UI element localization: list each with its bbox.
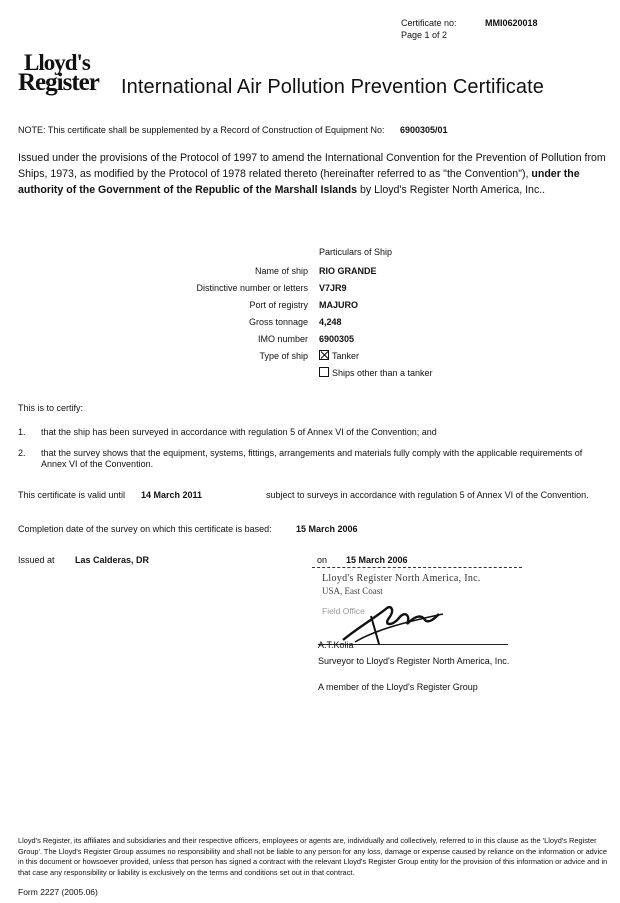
label-gross-tonnage: Gross tonnage bbox=[248, 317, 308, 327]
issued-place: Las Calderas, DR bbox=[75, 555, 150, 565]
intro-paragraph: Issued under the provisions of the Protocol of 1997 to amend the International Convention for the Prevention of Pollution from Ships, 1973, as modified by the Protocol of 1978 related thereto (hereinafter referred to as "the Convention"), under the authority of the Government of the Republic of the Marshall Islands by Lloyd's Register North America, Inc.. bbox=[18, 152, 606, 196]
validity-date: 14 March 2011 bbox=[141, 490, 203, 500]
certify-item-2-text: that the survey shows that the equipment, systems, fittings, arrangements and materials fully comply with the applicable requirements of Annex VI of the Convention. bbox=[41, 448, 583, 469]
validity-subject: subject to surveys in accordance with regulation 5 of Annex VI of the Convention. bbox=[266, 490, 589, 500]
label-port-of-registry: Port of registry bbox=[249, 300, 308, 310]
option-other-ships: Ships other than a tanker bbox=[319, 367, 433, 378]
disclaimer-text: Lloyd's Register, its affiliates and subsidiaries and their respective officers, employees or agents are, individually and collectively, referred to in this clause as the 'Lloyd's Register Group'. The Lloyd's Register Group assumes no responsibility and shall not be liable to any person for any loss, damage or expense caused by reliance on the information or advice in this document or howsoever provided, unless that person has signed a contract with the relevant Lloyd's Register Group entity for the provision of this information or advice and in that case any responsibility or liability is exclusively on the terms and conditions set out in that contract. bbox=[18, 836, 608, 877]
office-stamp: Lloyd's Register North America, Inc. USA, East Coast Field Office bbox=[312, 567, 522, 630]
label-distinctive: Distinctive number or letters bbox=[196, 283, 308, 293]
value-distinctive: V7JR9 bbox=[319, 283, 347, 293]
certify-item-2-num: 2. bbox=[18, 448, 26, 458]
signatory-role: Surveyor to Lloyd's Register North America, Inc. bbox=[318, 656, 510, 666]
option-tanker: Tanker bbox=[319, 350, 359, 361]
authority-text: under the authority of the Government of the Republic of the Marshall Islands bbox=[18, 168, 580, 196]
lloyds-register-logo: Lloyd's Register bbox=[18, 50, 99, 96]
value-imo-number: 6900305 bbox=[319, 334, 355, 344]
certify-item-1-text: that the ship has been surveyed in accordance with regulation 5 of Annex VI of the Convention; and bbox=[41, 427, 437, 437]
checkbox-empty-icon bbox=[319, 367, 329, 377]
signatory-name: A.T.Kolia bbox=[318, 640, 354, 650]
value-gross-tonnage: 4,248 bbox=[319, 317, 342, 327]
issued-on-date: 15 March 2006 bbox=[346, 555, 408, 565]
label-name-of-ship: Name of ship bbox=[254, 266, 308, 276]
certificate-no-label: Certificate no: bbox=[401, 18, 457, 28]
checkbox-checked-icon bbox=[319, 350, 329, 360]
certify-item-1-num: 1. bbox=[18, 427, 26, 437]
group-member-text: A member of the Lloyd's Register Group bbox=[318, 682, 478, 692]
particulars-heading: Particulars of Ship bbox=[319, 247, 393, 257]
completion-date: 15 March 2006 bbox=[296, 524, 358, 534]
page-title: International Air Pollution Prevention Certificate bbox=[121, 76, 545, 98]
note-text: NOTE: This certificate shall be supplemented by a Record of Construction of Equipment No: bbox=[18, 125, 385, 135]
validity-label: This certificate is valid until bbox=[18, 490, 126, 500]
page-indicator: Page 1 of 2 bbox=[401, 30, 448, 40]
value-port-of-registry: MAJURO bbox=[319, 300, 359, 310]
issued-on-label: on bbox=[317, 555, 328, 565]
label-type-of-ship: Type of ship bbox=[259, 351, 308, 361]
label-imo-number: IMO number bbox=[257, 334, 308, 344]
certify-heading: This is to certify: bbox=[18, 403, 84, 413]
form-number: Form 2227 (2005.06) bbox=[18, 887, 98, 897]
note-number: 6900305/01 bbox=[400, 125, 448, 135]
certificate-no: MMI0620018 bbox=[485, 18, 538, 28]
issued-label: Issued at bbox=[18, 555, 55, 565]
value-name-of-ship: RIO GRANDE bbox=[319, 266, 377, 276]
completion-label: Completion date of the survey on which this certificate is based: bbox=[18, 524, 272, 534]
